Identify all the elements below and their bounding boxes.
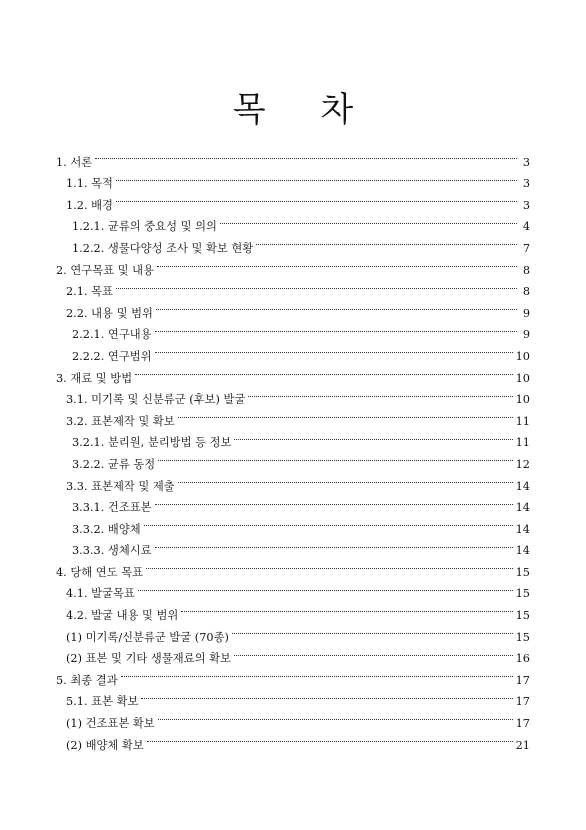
toc-entry (56, 144, 530, 169)
toc-entry-page-number: 12 (515, 457, 530, 471)
toc-entry-page-number: 14 (515, 501, 530, 515)
dot-leader (220, 209, 517, 231)
toc-entry-label: (1) 미기록/신분류군 발굴 (70종) (66, 630, 229, 644)
toc-entry-page-number: 11 (515, 436, 530, 450)
toc-entry-page-number: 15 (515, 565, 530, 579)
toc-entry-page-number: 8 (522, 285, 530, 299)
dot-leader (181, 597, 512, 619)
toc-entry-page-number: 15 (515, 587, 530, 601)
toc-entry-page-number: 14 (515, 479, 530, 493)
toc-entry-page-number: 8 (522, 263, 530, 277)
dot-leader (256, 230, 517, 252)
toc-entry (56, 662, 530, 687)
toc-entry-page-number: 10 (515, 349, 530, 363)
toc-entry-page-number: 17 (515, 673, 530, 687)
toc-entry-label: 1. 서론 (56, 155, 93, 169)
dot-leader (178, 403, 513, 425)
dot-leader (248, 382, 512, 404)
toc-entry-label: 3. 재료 및 방법 (56, 371, 133, 385)
dot-leader (155, 338, 513, 360)
toc-entry-page-number: 9 (522, 328, 530, 342)
dot-leader (116, 166, 517, 188)
dot-leader (144, 511, 513, 533)
toc-entry-label: 1.2.2. 생물다양성 조사 및 확보 현황 (72, 241, 254, 255)
toc-entry-label: 2.2.2. 연구범위 (72, 349, 152, 363)
toc-entry (56, 274, 530, 299)
toc-entry-label: 4. 당해 연도 목표 (56, 565, 144, 579)
toc-entry-label: 3.2. 표본제작 및 확보 (66, 414, 175, 428)
dot-leader (158, 446, 512, 468)
toc-entry-label: 3.3.1. 건조표본 (72, 501, 152, 515)
dot-leader (155, 317, 517, 339)
toc-entry-page-number: 16 (515, 652, 530, 666)
toc-entry-page-number: 15 (515, 609, 530, 623)
dot-leader (95, 144, 517, 166)
dot-leader (178, 468, 513, 490)
toc-entry-page-number: 21 (515, 738, 530, 752)
dot-leader (155, 533, 513, 555)
toc-entry-page-number: 10 (515, 393, 530, 407)
toc-entry-page-number: 14 (515, 522, 530, 536)
toc-entry-label: 3.3. 표본제작 및 제출 (66, 479, 175, 493)
toc-entry-label: 1.2. 배경 (66, 198, 113, 212)
dot-leader (135, 360, 513, 382)
toc-entry-page-number: 17 (515, 695, 530, 709)
toc-entry-label: (1) 건조표본 확보 (66, 717, 155, 731)
toc-entry-label: 4.2. 발굴 내용 및 범위 (66, 609, 179, 623)
toc-entry-label: 2. 연구목표 및 내용 (56, 263, 154, 277)
dot-leader (157, 252, 517, 274)
toc-entry-label: 5.1. 표본 확보 (66, 695, 139, 709)
toc-entry-page-number: 9 (522, 306, 530, 320)
dot-leader (158, 705, 513, 727)
toc-entry-label: 1.1. 목적 (66, 177, 113, 191)
toc-entry (56, 684, 530, 709)
page-title: 목 차 (232, 90, 376, 130)
dot-leader (116, 187, 517, 209)
toc-entry-label: 3.1. 미기록 및 신분류군 (후보) 발굴 (66, 393, 246, 407)
toc-entry (56, 209, 530, 234)
dot-leader (156, 295, 517, 317)
table-of-contents (56, 144, 530, 752)
toc-entry (56, 295, 530, 320)
dot-leader (116, 274, 517, 296)
dot-leader (146, 554, 513, 576)
toc-entry-label: (2) 배양체 확보 (66, 738, 144, 752)
toc-entry-label: 2.2. 내용 및 범위 (66, 306, 153, 320)
toc-entry-page-number: 4 (522, 220, 530, 234)
dot-leader (147, 727, 513, 749)
dot-leader (141, 684, 512, 706)
toc-entry (56, 166, 530, 191)
toc-entry-label: (2) 표본 및 기타 생물재료의 확보 (66, 652, 231, 666)
dot-leader (232, 619, 513, 641)
dot-leader (234, 425, 512, 447)
toc-entry-label: 3.2.2. 균류 동정 (72, 457, 156, 471)
toc-entry-label: 2.1. 목표 (66, 285, 113, 299)
toc-entry-page-number: 10 (515, 371, 530, 385)
toc-entry-page-number: 14 (515, 544, 530, 558)
toc-entry-page-number: 15 (515, 630, 530, 644)
dot-leader (121, 662, 513, 684)
dot-leader (155, 490, 513, 512)
toc-entry (56, 187, 530, 212)
toc-entry-page-number: 3 (522, 155, 530, 169)
dot-leader (138, 576, 513, 598)
toc-entry-page-number: 3 (522, 198, 530, 212)
toc-entry-page-number: 3 (522, 177, 530, 191)
toc-entry-label: 4.1. 발굴목표 (66, 587, 135, 601)
toc-entry-page-number: 17 (515, 717, 530, 731)
toc-entry-label: 3.2.1. 분리원, 분리방법 등 정보 (72, 436, 232, 450)
toc-entry-label: 5. 최종 결과 (56, 673, 118, 687)
toc-entry-label: 3.3.3. 생체시료 (72, 544, 152, 558)
dot-leader (234, 641, 513, 663)
toc-entry-label: 2.2.1. 연구내용 (72, 328, 152, 342)
toc-entry-page-number: 7 (522, 241, 530, 255)
toc-entry-label: 3.3.2. 배양체 (72, 522, 141, 536)
toc-entry-label: 1.2.1. 균류의 중요성 및 의의 (72, 220, 217, 234)
toc-entry-page-number: 11 (515, 414, 530, 428)
